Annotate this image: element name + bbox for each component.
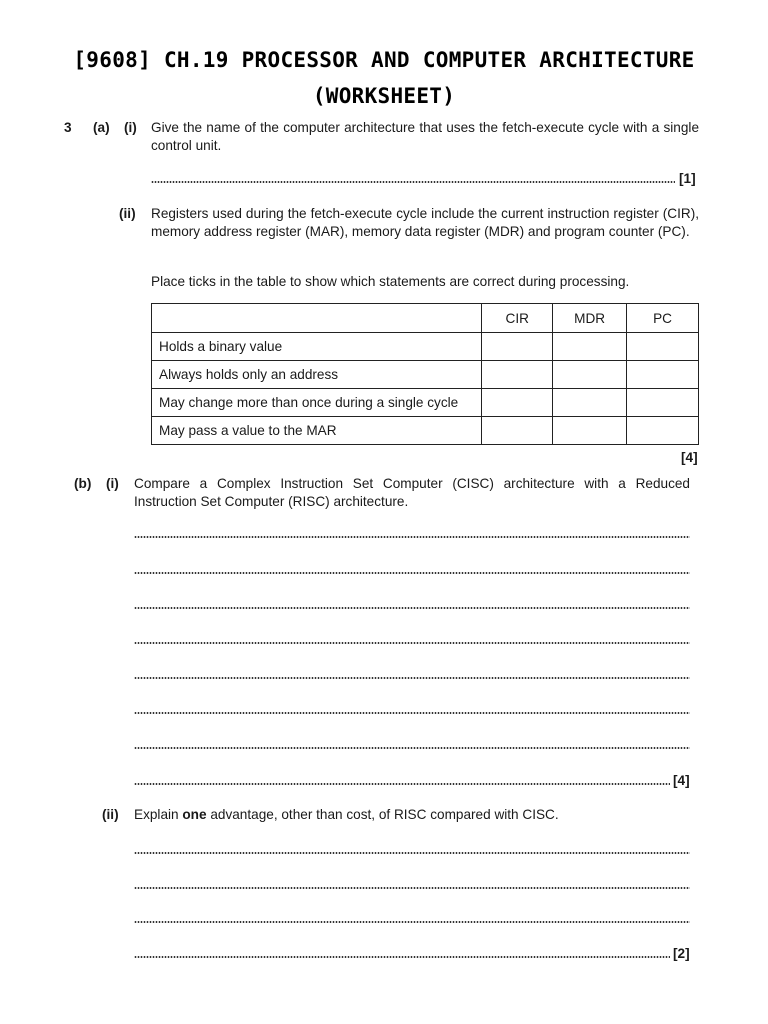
a-ii-question-text: Registers used during the fetch-execute cycle include the current instruction register (CIR), memory address register (MAR), memory data register (MDR) and program counter (PC).: [151, 206, 699, 239]
answer-line[interactable]: [134, 920, 690, 924]
marks-b-i: [4]: [673, 773, 690, 788]
answer-line[interactable]: [134, 886, 690, 890]
tick-cell-cir[interactable]: [482, 333, 553, 361]
table-row: [152, 333, 699, 361]
table-header-mdr: MDR: [553, 304, 627, 333]
table-row: [152, 361, 699, 389]
tick-cell-mdr[interactable]: [553, 389, 627, 417]
table-header-cell: [152, 304, 482, 333]
answer-line[interactable]: [134, 955, 670, 959]
marks-a-i: [1]: [679, 171, 696, 186]
answer-line[interactable]: [151, 180, 675, 184]
statement-cell: May pass a value to the MAR: [152, 417, 482, 445]
b-ii-question-text: [134, 806, 690, 824]
b-i-label: (i): [106, 476, 119, 491]
page-subtitle: (WORKSHEET): [312, 84, 456, 108]
b-ii-label: (ii): [102, 807, 119, 822]
tick-cell-pc[interactable]: [627, 417, 699, 445]
a-ii-instruction: Place ticks in the table to show which statements are correct during processing.: [151, 274, 630, 289]
table-row: [152, 389, 699, 417]
tick-cell-pc[interactable]: [627, 361, 699, 389]
a-ii-label: (ii): [119, 206, 136, 221]
answer-line[interactable]: [134, 641, 690, 645]
tick-cell-pc[interactable]: [627, 333, 699, 361]
a-i-question-text: Give the name of the computer architecture that uses the fetch-execute cycle with a single control unit.: [151, 120, 699, 153]
answer-line[interactable]: [134, 782, 670, 786]
part-b-label: (b): [74, 476, 92, 491]
a-i-label: (i): [124, 120, 137, 135]
question-number: 3: [64, 120, 72, 135]
b-ii-text-before: Explain: [134, 807, 183, 822]
answer-line[interactable]: [134, 535, 690, 539]
statement-cell: May change more than once during a single cycle: [152, 389, 482, 417]
table-row: [152, 417, 699, 445]
page-title: [9608] CH.19 PROCESSOR AND COMPUTER ARCHITECTURE: [73, 48, 695, 72]
part-a-label: (a): [93, 120, 110, 135]
answer-line[interactable]: [134, 606, 690, 610]
tick-cell-cir[interactable]: [482, 389, 553, 417]
statement-cell: Always holds only an address: [152, 361, 482, 389]
tick-cell-cir[interactable]: [482, 361, 553, 389]
tick-cell-cir[interactable]: [482, 417, 553, 445]
answer-line[interactable]: [134, 746, 690, 750]
marks-b-ii: [2]: [673, 946, 690, 961]
answer-line[interactable]: [134, 851, 690, 855]
tick-cell-mdr[interactable]: [553, 361, 627, 389]
answer-line[interactable]: [134, 676, 690, 680]
tick-cell-mdr[interactable]: [553, 417, 627, 445]
table-header-row: [152, 304, 699, 333]
b-ii-text-after: advantage, other than cost, of RISC compared with CISC.: [206, 807, 559, 822]
table-header-cir: CIR: [482, 304, 553, 333]
tick-cell-mdr[interactable]: [553, 333, 627, 361]
tick-cell-pc[interactable]: [627, 389, 699, 417]
b-ii-emphasis: one: [182, 807, 207, 822]
table-header-pc: PC: [627, 304, 699, 333]
b-i-question-text: Compare a Complex Instruction Set Computer (CISC) architecture with a Reduced Instruction Set Computer (RISC) architecture.: [134, 476, 690, 509]
marks-a-ii: [4]: [681, 450, 698, 465]
register-tick-table: [151, 303, 699, 445]
answer-line[interactable]: [134, 711, 690, 715]
statement-cell: Holds a binary value: [152, 333, 482, 361]
answer-line[interactable]: [134, 571, 690, 575]
